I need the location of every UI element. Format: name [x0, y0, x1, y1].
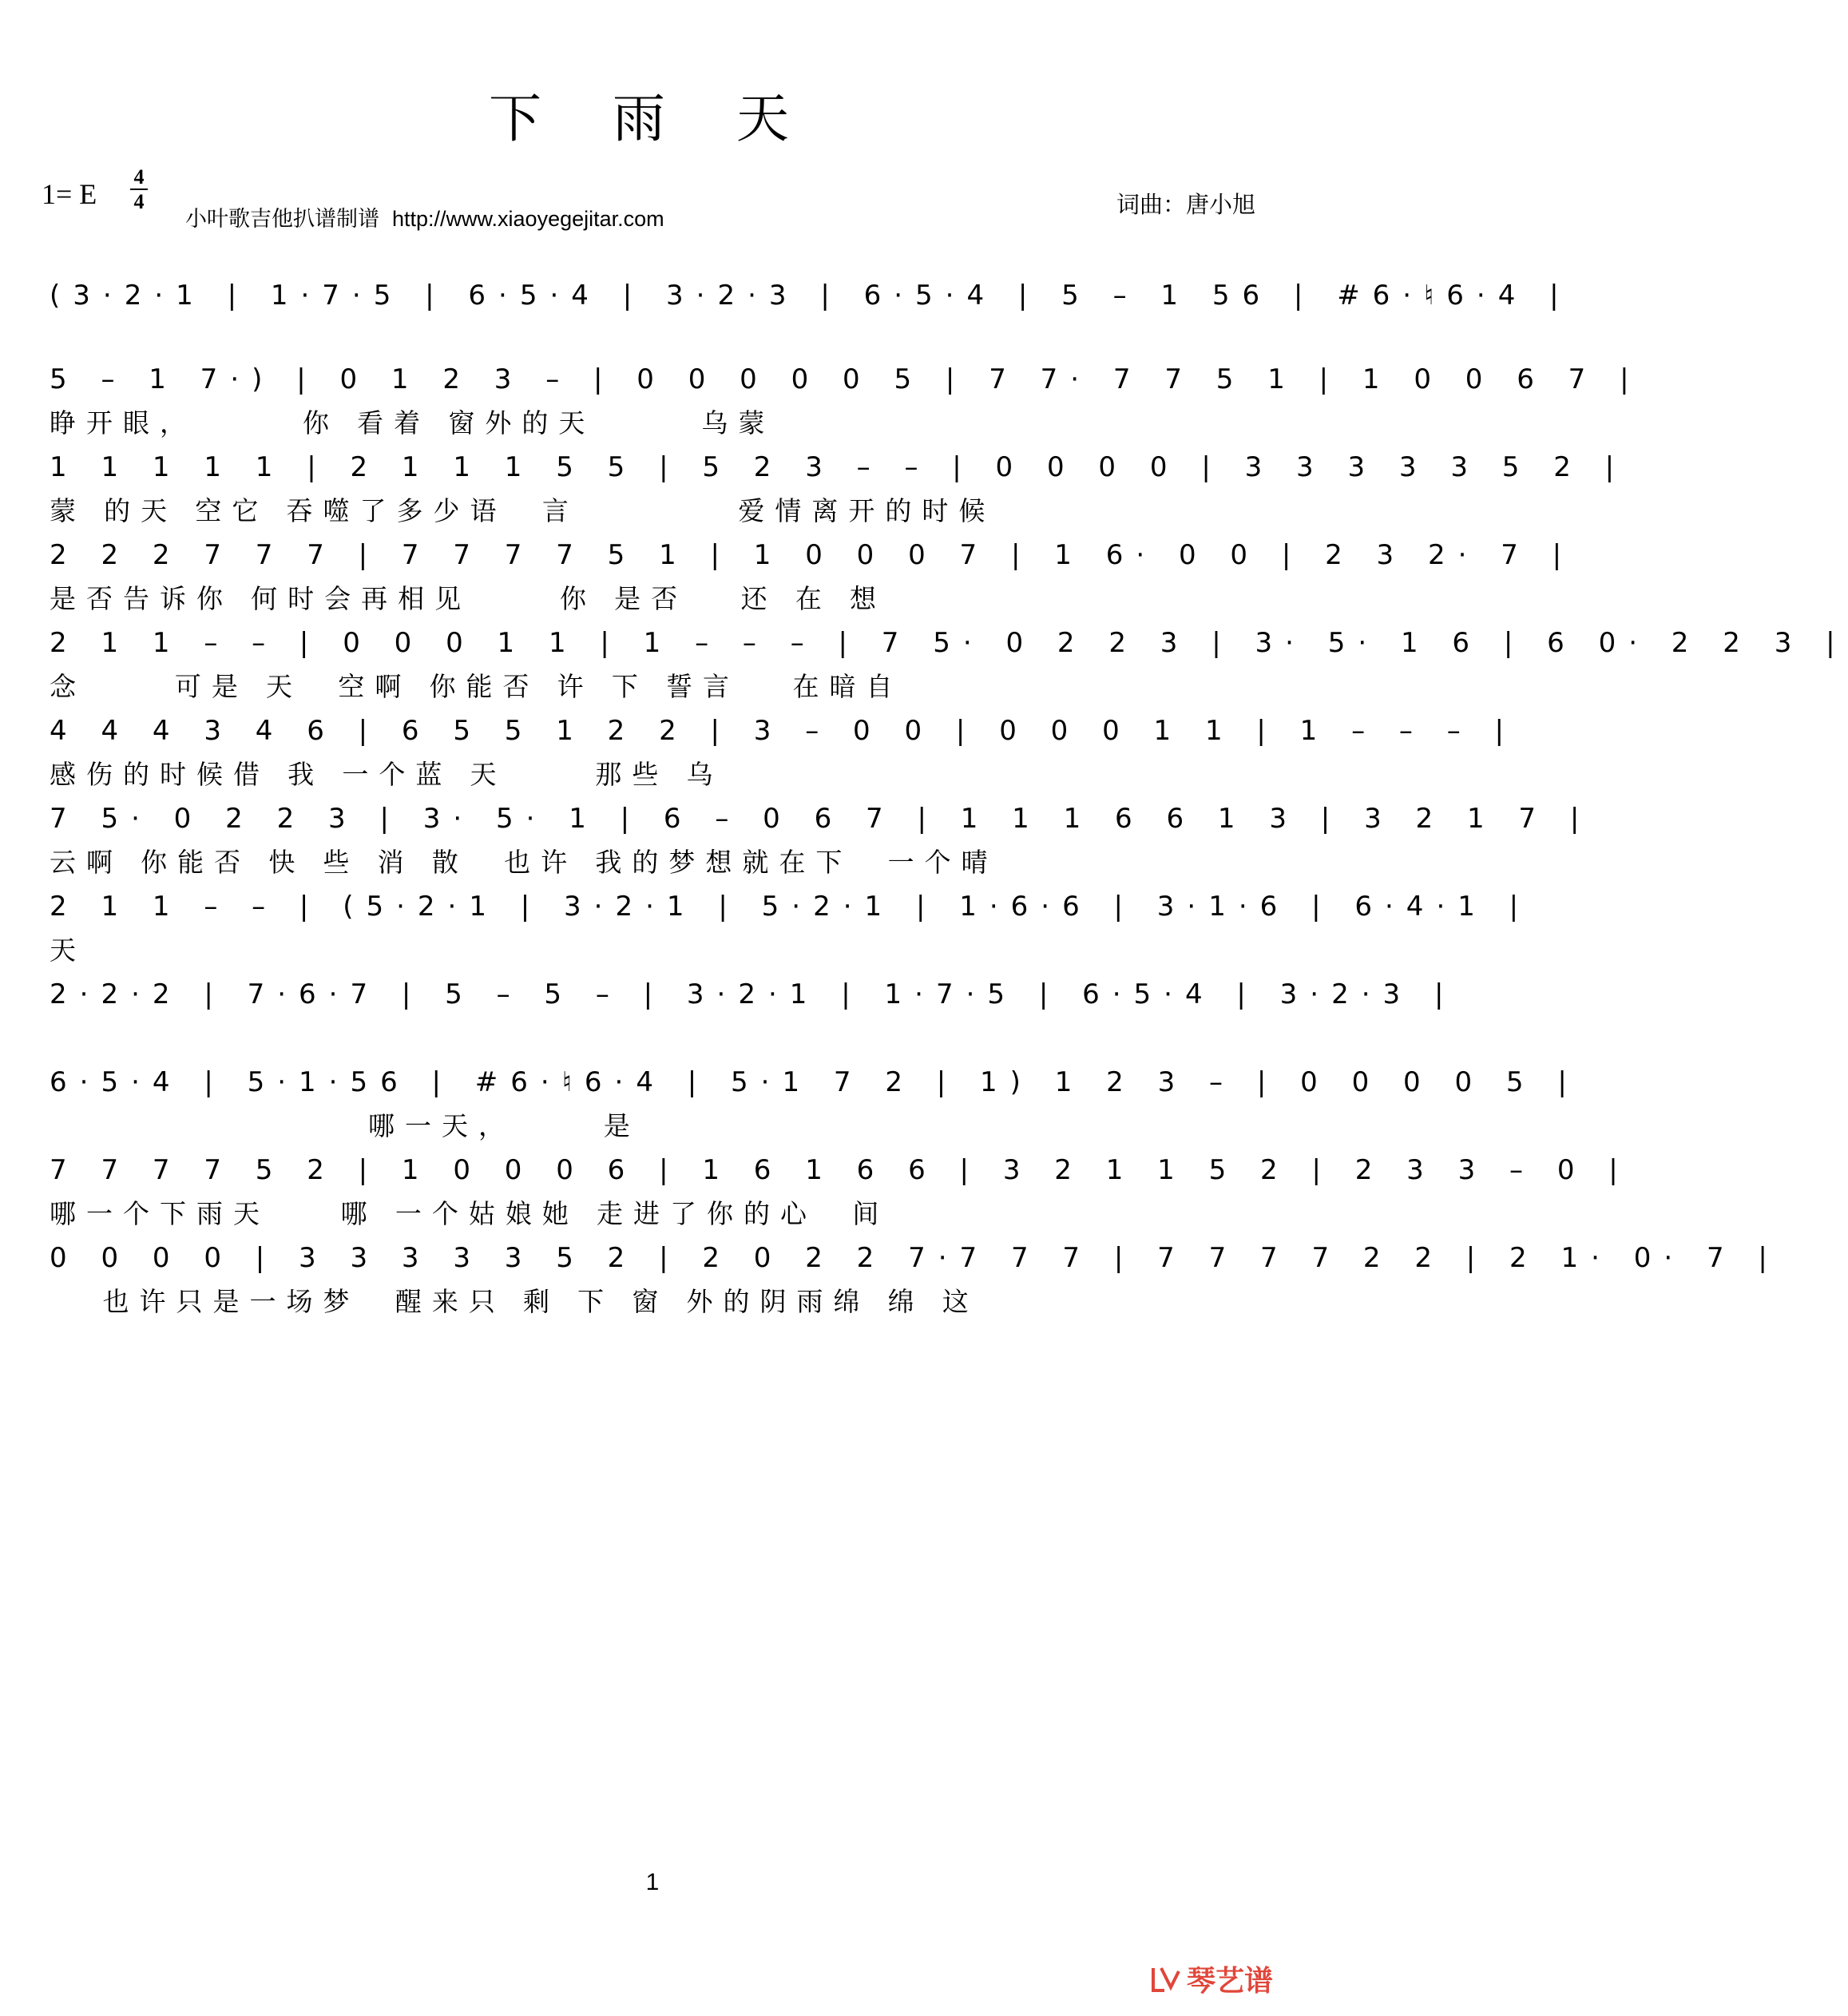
transcriber-name: 小叶歌吉他扒谱制谱	[185, 207, 379, 231]
page-number: 1	[645, 1869, 660, 1895]
notation-line: 2 1 1 – – | 0 0 0 1 1 | 1 – – – | 7 5· 0 2 2 3 | 3· 5· 1 6 | 6 0· 2 2 3 |	[50, 627, 1848, 659]
lyrics-line: 睁开眼， 你 看着 窗外的天 乌蒙	[50, 408, 775, 438]
lyrics-line: 哪一天， 是	[50, 1111, 640, 1141]
lyrics-line: 是否告诉你 何时会再相见 你 是否 还 在 想	[50, 584, 887, 613]
notation-line: 2 1 1 – – | (5·2·1 | 3·2·1 | 5·2·1 | 1·6·6 | 3·1·6 | 6·4·1 |	[50, 891, 1532, 923]
lyrics-line: 也许只是一场梦 醒来只 剩 下 窗 外的阴雨绵 绵 这	[50, 1287, 979, 1316]
time-signature	[130, 166, 148, 212]
transcriber-credit	[185, 201, 664, 232]
key-signature: 1= E	[42, 178, 97, 210]
notation-line: 2·2·2 | 7·6·7 | 5 – 5 – | 3·2·1 | 1·7·5 | 6·5·4 | 3·2·3 |	[50, 978, 1457, 1010]
notation-line: 6·5·4 | 5·1·56 | #6·♮6·4 | 5·1 7 2 | 1) 1 2 3 – | 0 0 0 0 5 |	[50, 1066, 1580, 1098]
logo-icon	[1150, 1963, 1182, 1995]
lyrics-line: 念 可是 天 空啊 你能否 许 下 誓言 在暗自	[50, 672, 903, 701]
notation-line: 7 7 7 7 5 2 | 1 0 0 0 6 | 1 6 1 6 6 | 3 2 1 1 5 2 | 2 3 3 – 0 |	[50, 1154, 1631, 1186]
lyrics-line: 天	[50, 935, 86, 965]
logo-text: 琴艺谱	[1186, 1964, 1273, 1997]
score-system	[50, 1234, 1780, 1338]
notation-line: 4 4 4 3 4 6 | 6 5 5 1 2 2 | 3 – 0 0 | 0 0 0 1 1 | 1 – – – |	[50, 715, 1517, 747]
time-signature-top: 4	[133, 165, 145, 189]
website-url: http://www.xiaoyegejitar.com	[392, 207, 664, 231]
notation-line: 2 2 2 7 7 7 | 7 7 7 7 5 1 | 1 0 0 0 7 | 1 6· 0 0 | 2 3 2· 7 |	[50, 539, 1575, 571]
lyrics-line: 蒙 的天 空它 吞噬了多少语 言 爱情离开的时候	[50, 496, 996, 526]
notation-line: 0 0 0 0 | 3 3 3 3 3 5 2 | 2 0 2 2 7·7 7 7 | 7 7 7 7 2 2 | 2 1· 0· 7 |	[50, 1242, 1780, 1274]
time-signature-bottom: 4	[133, 190, 145, 213]
lyrics-line: 哪一个下雨天 哪 一个姑娘她 走进了你的心 间	[50, 1199, 890, 1228]
notation-line: 7 5· 0 2 2 3 | 3· 5· 1 | 6 – 0 6 7 | 1 1 1 6 6 1 3 | 3 2 1 7 |	[50, 803, 1592, 835]
notation-line: (3·2·1 | 1·7·5 | 6·5·4 | 3·2·3 | 6·5·4 | 5 – 1 56 | #6·♮6·4 |	[50, 280, 1572, 312]
lyrics-line: 云啊 你能否 快 些 消 散 也许 我的梦想就在下 一个晴	[50, 847, 998, 877]
lyrics-line: 感伤的时候借 我 一个蓝 天 那些 乌	[50, 760, 724, 789]
qinyipu-logo	[1150, 1958, 1273, 1999]
page-title: 下 雨 天	[489, 88, 816, 149]
lyricist-credit: 词曲：唐小旭	[1116, 192, 1255, 218]
notation-line: 1 1 1 1 1 | 2 1 1 1 5 5 | 5 2 3 – – | 0 0 0 0 | 3 3 3 3 3 5 2 |	[50, 451, 1628, 483]
notation-line: 5 – 1 7·) | 0 1 2 3 – | 0 0 0 0 0 5 | 7 7· 7 7 5 1 | 1 0 0 6 7 |	[50, 363, 1642, 395]
